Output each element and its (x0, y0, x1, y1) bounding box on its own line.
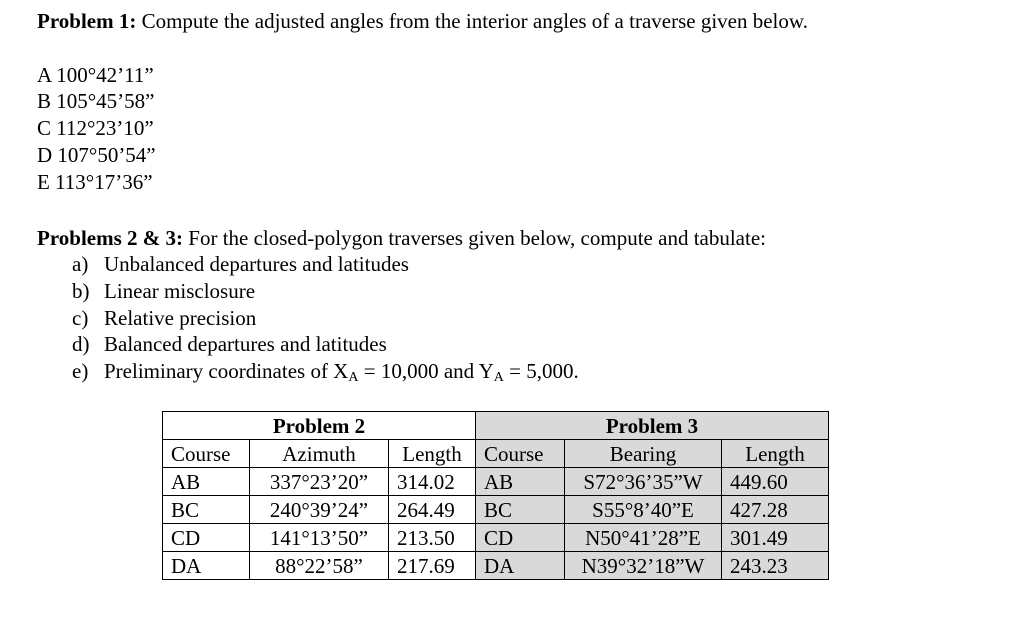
cell-azimuth: 337°23’20” (250, 468, 389, 496)
problem2-title: Problem 2 (163, 412, 476, 440)
cell-course: BC (476, 496, 565, 524)
list-text: Unbalanced departures and latitudes (104, 252, 409, 276)
problem3-title: Problem 3 (476, 412, 829, 440)
problems23-text: For the closed-polygon traverses given below, compute and tabulate: (183, 226, 766, 250)
angle-e: E 113°17’36” (37, 170, 153, 194)
list-item-b (72, 279, 255, 303)
header-azimuth: Azimuth (250, 440, 389, 468)
cell-course: DA (163, 552, 250, 580)
cell-course: AB (163, 468, 250, 496)
cell-bearing: N50°41’28”E (565, 524, 722, 552)
cell-azimuth: 240°39’24” (250, 496, 389, 524)
cell-azimuth: 141°13’50” (250, 524, 389, 552)
list-text: Relative precision (104, 306, 257, 330)
list-item-a (72, 252, 409, 276)
cell-length: 314.02 (389, 468, 476, 496)
list-marker: d) (72, 332, 90, 356)
angle-a: A 100°42’11” (37, 63, 154, 87)
table-row (163, 552, 829, 580)
header-course: Course (476, 440, 565, 468)
problems23-label: Problems 2 & 3: (37, 226, 184, 250)
cell-length: 264.49 (389, 496, 476, 524)
list-item-c (72, 306, 256, 330)
cell-course: CD (163, 524, 250, 552)
cell-length: 449.60 (722, 468, 829, 496)
cell-length: 213.50 (389, 524, 476, 552)
list-item-e (72, 359, 579, 383)
list-text-suffix: = 5,000. (503, 359, 579, 383)
list-marker: a) (72, 252, 89, 276)
cell-course: AB (476, 468, 565, 496)
list-text: Linear misclosure (104, 279, 256, 303)
list-item-d (72, 332, 387, 356)
angle-c: C 112°23’10” (37, 116, 154, 140)
cell-length: 243.23 (722, 552, 829, 580)
subscript-a: A (493, 370, 504, 385)
list-marker: c) (72, 306, 89, 330)
list-marker: b) (72, 279, 90, 303)
table-row (163, 468, 829, 496)
problem1-heading (37, 9, 808, 33)
cell-length: 301.49 (722, 524, 829, 552)
header-length: Length (722, 440, 829, 468)
cell-course: DA (476, 552, 565, 580)
cell-course: BC (163, 496, 250, 524)
cell-length: 217.69 (389, 552, 476, 580)
cell-bearing: S55°8’40”E (565, 496, 722, 524)
angle-d: D 107°50’54” (37, 143, 156, 167)
cell-bearing: N39°32’18”W (565, 552, 722, 580)
angle-b: B 105°45’58” (37, 89, 155, 113)
list-text-prefix: Preliminary coordinates of X (104, 359, 349, 383)
table-header-row (163, 440, 829, 468)
cell-course: CD (476, 524, 565, 552)
cell-length: 427.28 (722, 496, 829, 524)
problem1-label: Problem 1: (37, 9, 137, 33)
list-marker: e) (72, 359, 89, 383)
list-text: Balanced departures and latitudes (104, 332, 387, 356)
cell-azimuth: 88°22’58” (250, 552, 389, 580)
table-row (163, 496, 829, 524)
traverse-table (162, 411, 829, 580)
header-length: Length (389, 440, 476, 468)
problem1-text: Compute the adjusted angles from the interior angles of a traverse given below. (136, 9, 808, 33)
table-title-row (163, 412, 829, 440)
problems23-heading (37, 226, 766, 250)
cell-bearing: S72°36’35”W (565, 468, 722, 496)
table-row (163, 524, 829, 552)
subscript-a: A (348, 370, 359, 385)
header-bearing: Bearing (565, 440, 722, 468)
list-text-mid: = 10,000 and Y (358, 359, 494, 383)
header-course: Course (163, 440, 250, 468)
